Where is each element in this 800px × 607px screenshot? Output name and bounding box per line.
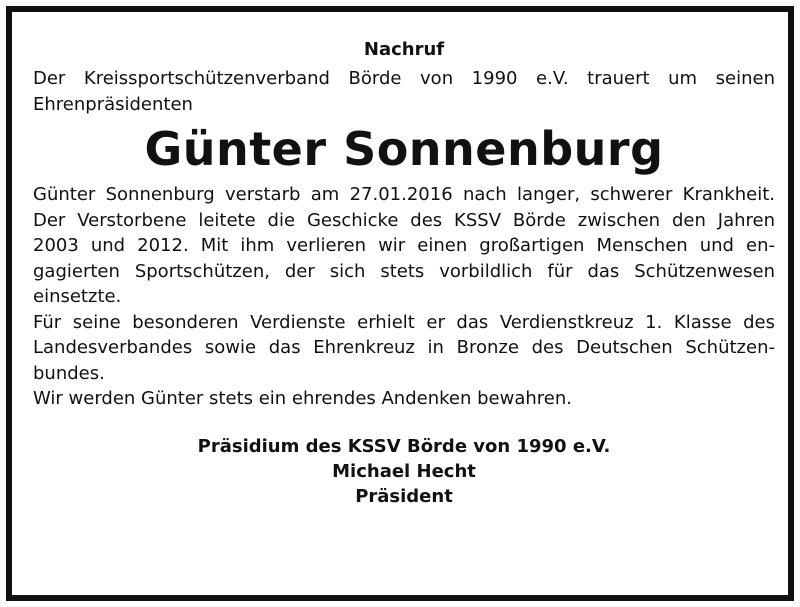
signature-title: Präsident [355, 485, 453, 507]
paragraph-death [33, 182, 775, 310]
notice-heading: Nachruf [363, 39, 445, 60]
body-line: Günter Sonnenburg verstarb am 27.01.2016 nach langer, schwerer Krankheit. [33, 184, 775, 205]
intro-line-1: Der Kreissportschützenverband Börde von 1990 e.V. trauert um seinen [33, 68, 775, 89]
obituary-content [33, 38, 775, 509]
intro-text [33, 66, 775, 118]
body-line: bundes. [33, 362, 105, 384]
body-line: gagierten Sportschützen, der sich stets vorbildlich für das Schützenwesen [33, 260, 775, 282]
obituary-frame [6, 6, 794, 601]
paragraph-honors [33, 310, 775, 387]
body-line: einsetzte. [33, 286, 122, 307]
body-line: Der Verstorbene leitete die Geschicke des KSSV Börde zwischen den Jahren [33, 209, 775, 231]
obituary-body [33, 182, 775, 412]
signature-person: Michael Hecht [332, 460, 476, 482]
body-line: Für seine besonderen Verdienste erhielt er das Verdienstkreuz 1. Klasse des [33, 311, 775, 333]
body-line: 2003 und 2012. Mit ihm verlieren wir einen großartigen Menschen und en- [33, 235, 775, 256]
intro-line-2: Ehrenpräsidenten [33, 94, 193, 115]
paragraph-remembrance [33, 386, 775, 412]
deceased-name: Günter Sonnenburg [144, 122, 664, 176]
body-line: Wir werden Günter stets ein ehrendes Andenken bewahren. [33, 388, 572, 409]
signature-organization: Präsidium des KSSV Börde von 1990 e.V. [197, 435, 611, 457]
signature-block [33, 434, 775, 509]
body-line: Landesverbandes sowie das Ehrenkreuz in Bronze des Deutschen Schützen- [33, 337, 775, 358]
